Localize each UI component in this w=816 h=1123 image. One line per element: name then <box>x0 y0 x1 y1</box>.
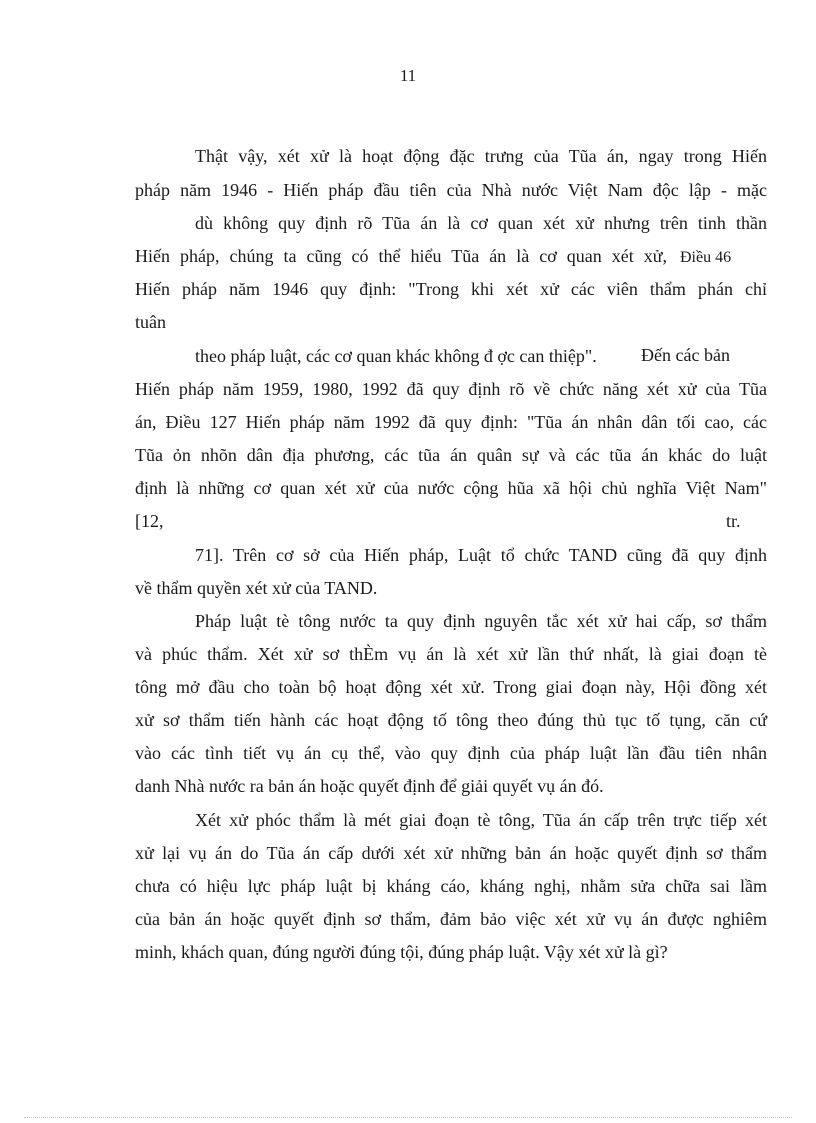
text-line: 71]. Trên cơ sở của Hiến pháp, Luật tổ chức TAND cũng đã quy định <box>195 545 767 565</box>
text-line: vào các tình tiết vụ án cụ thể, vào quy định của pháp luật lần đầu tiên nhân <box>135 743 767 763</box>
text-line: Xét xử phóc thẩm là mét giai đoạn tè tông, Tũa án cấp trên trực tiếp xét <box>195 810 767 830</box>
text-line: [12, <box>135 511 164 531</box>
text-line: Tũa ỏn nhõn dân địa phương, các tũa án quân sự và các tũa án khác do luật <box>135 445 767 465</box>
text-line: pháp năm 1946 - Hiến pháp đầu tiên của Nhà nước Việt Nam độc lập - mặc <box>135 180 767 200</box>
text-line: chưa có hiệu lực pháp luật bị kháng cáo, kháng nghị, nhằm sửa chữa sai lầm <box>135 876 767 896</box>
text-line: theo pháp luật, các cơ quan khác không đ ợc can thiệp". <box>195 346 597 366</box>
text-line: tuân <box>135 312 166 332</box>
text-line: và phúc thẩm. Xét xử sơ thÈm vụ án là xét xử lần thứ nhất, là giai đoạn tè <box>135 644 767 664</box>
page-bottom-divider <box>24 1117 792 1118</box>
text-line: danh Nhà nước ra bản án hoặc quyết định để giải quyết vụ án đó. <box>135 776 604 796</box>
text-line: tông mở đầu cho toàn bộ hoạt động xét xử. Trong giai đoạn này, Hội đồng xét <box>135 677 767 697</box>
text-line: minh, khách quan, đúng người đúng tội, đúng pháp luật. Vậy xét xử là gì? <box>135 942 668 962</box>
text-line: xử sơ thẩm tiến hành các hoạt động tố tông theo đúng thủ tục tố tụng, căn cứ <box>135 710 767 730</box>
text-line: dù không quy định rõ Tũa án là cơ quan xét xử nhưng trên tinh thần <box>195 213 767 233</box>
text-line: Hiến pháp năm 1946 quy định: "Trong khi xét xử các viên thẩm phán chỉ <box>135 279 767 299</box>
text-line: Đến các bản <box>641 345 730 365</box>
text-line: Hiến pháp, chúng ta cũng có thể hiểu Tũa án là cơ quan xét xử, <box>135 246 667 266</box>
page-number: 11 <box>399 66 417 85</box>
text-line: Pháp luật tè tông nước ta quy định nguyên tắc xét xử hai cấp, sơ thẩm <box>195 611 767 631</box>
text-line: tr. <box>726 511 741 531</box>
text-line: Hiến pháp năm 1959, 1980, 1992 đã quy định rõ về chức năng xét xử của Tũa <box>135 379 767 399</box>
text-line: xử lại vụ án do Tũa án cấp dưới xét xử những bản án hoặc quyết định sơ thẩm <box>135 843 767 863</box>
text-line: Điều 46 <box>680 249 732 266</box>
text-line: định là những cơ quan xét xử của nước cộng hũa xã hội chủ nghĩa Việt Nam" <box>135 478 767 498</box>
text-line: Thật vậy, xét xử là hoạt động đặc trưng của Tũa án, ngay trong Hiến <box>195 146 767 166</box>
text-line: của bản án hoặc quyết định sơ thẩm, đảm bảo việc xét xử vụ án được nghiêm <box>135 909 767 929</box>
text-line: án, Điều 127 Hiến pháp năm 1992 đã quy định: "Tũa án nhân dân tối cao, các <box>135 412 767 432</box>
text-line: về thẩm quyền xét xử của TAND. <box>135 578 378 598</box>
